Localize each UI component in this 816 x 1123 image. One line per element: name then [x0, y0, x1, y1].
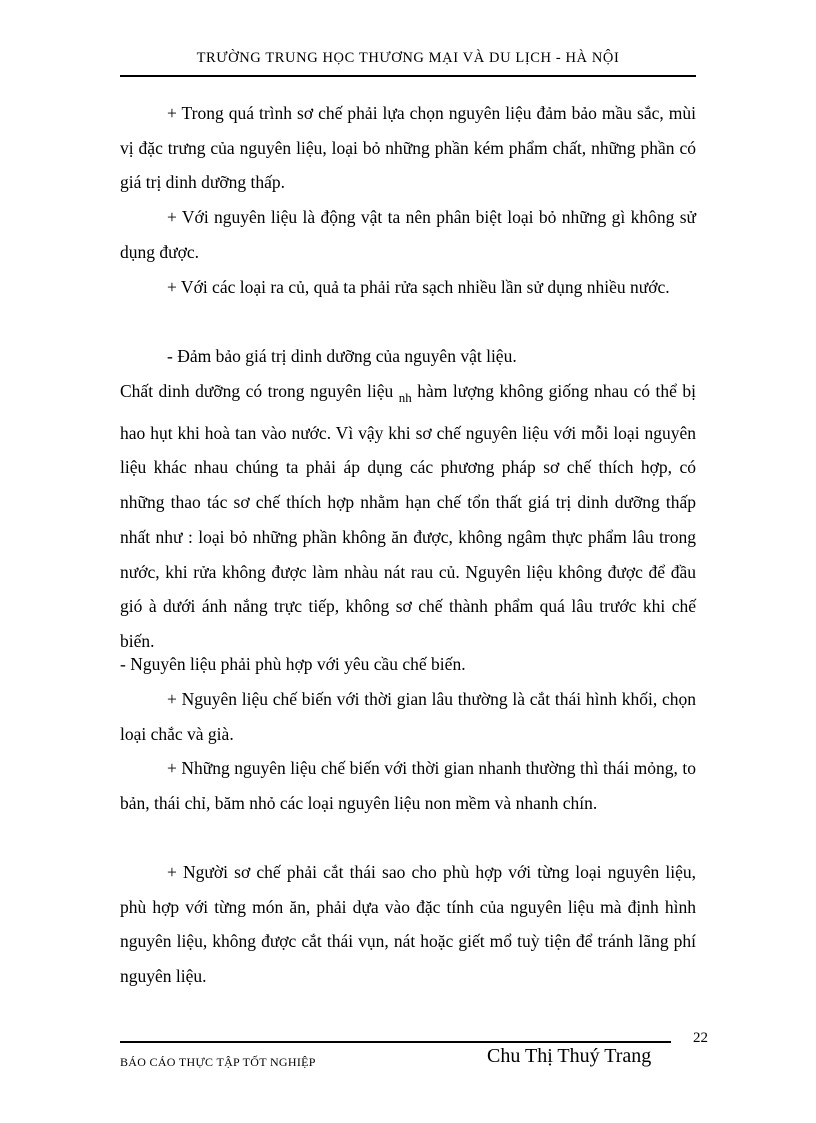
footer-author-name: Chu Thị Thuý Trang: [487, 1045, 652, 1067]
paragraph-nutrition-loss-rest: hàm lượng không giống nhau có thể bị hao hụt khi hoà tan vào nước. Vì vậy khi sơ chế nguyên liệu với mỗi loại nguyên liệu khác nhau chúng ta phải áp dụng các phương pháp sơ chế thích hợp, có những thao tác sơ chế thích hợp nhằm hạn chế tổn thất giá trị dinh dưỡng thấp nhất như : loại bỏ những phần không ăn được, không ngâm thực phẩm lâu trong nước, khi rửa không được làm nhàu nát rau củ. Nguyên liệu không được để đầu gió à dưới ánh nắng trực tiếp, không sơ chế thành phẩm quá lâu trước khi chế biến.: [120, 381, 697, 651]
paragraph-nutrition-loss-subscript: nh: [398, 390, 412, 405]
footer-report-label: BÁO CÁO THỰC TẬP TỐT NGHIỆP: [120, 1055, 316, 1069]
header-divider: [120, 75, 696, 77]
page-header-title: TRƯỜNG TRUNG HỌC THƯƠNG MẠI VÀ DU LỊCH - HÀ NỘI: [196, 50, 620, 66]
paragraph-nutrition-loss-start: Chất dinh dưỡng có trong nguyên liệu: [120, 381, 399, 401]
paragraph-selection-quality: + Trong quá trình sơ chế phải lựa chọn nguyên liệu đảm bảo mầu sắc, mùi vị đặc trưng của nguyên liệu, loại bỏ những phần kém phẩm chất, những phần có giá trị dinh dưỡng thấp.: [120, 103, 696, 193]
paragraph-processing-requirements: - Nguyên liệu phải phù hợp với yêu cầu chế biến.: [120, 654, 466, 674]
paragraph-cutting-technique: + Người sơ chế phải cắt thái sao cho phù hợp với từng loại nguyên liệu, phù hợp với từng món ăn, phải dựa vào đặc tính của nguyên liệu mà định hình nguyên liệu, không được cắt thái vụn, nát hoặc giết mổ tuỳ tiện để tránh lãng phí nguyên liệu.: [120, 862, 696, 987]
paragraph-animal-ingredients: + Với nguyên liệu là động vật ta nên phân biệt loại bỏ những gì không sử dụng được.: [120, 207, 696, 262]
paragraph-quick-cooking: + Những nguyên liệu chế biến với thời gian nhanh thường thì thái mỏng, to bản, thái chỉ, băm nhỏ các loại nguyên liệu non mềm và nhanh chín.: [120, 758, 696, 813]
footer-divider: [120, 1041, 671, 1043]
paragraph-nutrition-loss: [120, 374, 696, 659]
paragraph-vegetables-washing: + Với các loại ra củ, quả ta phải rửa sạch nhiều lần sử dụng nhiều nước.: [167, 277, 670, 297]
paragraph-nutrition-heading: - Đảm bảo giá trị dinh dưỡng của nguyên vật liệu.: [167, 346, 517, 366]
page-number: 22: [693, 1030, 708, 1046]
paragraph-long-cooking: + Nguyên liệu chế biến với thời gian lâu thường là cắt thái hình khối, chọn loại chắc và già.: [120, 689, 696, 744]
